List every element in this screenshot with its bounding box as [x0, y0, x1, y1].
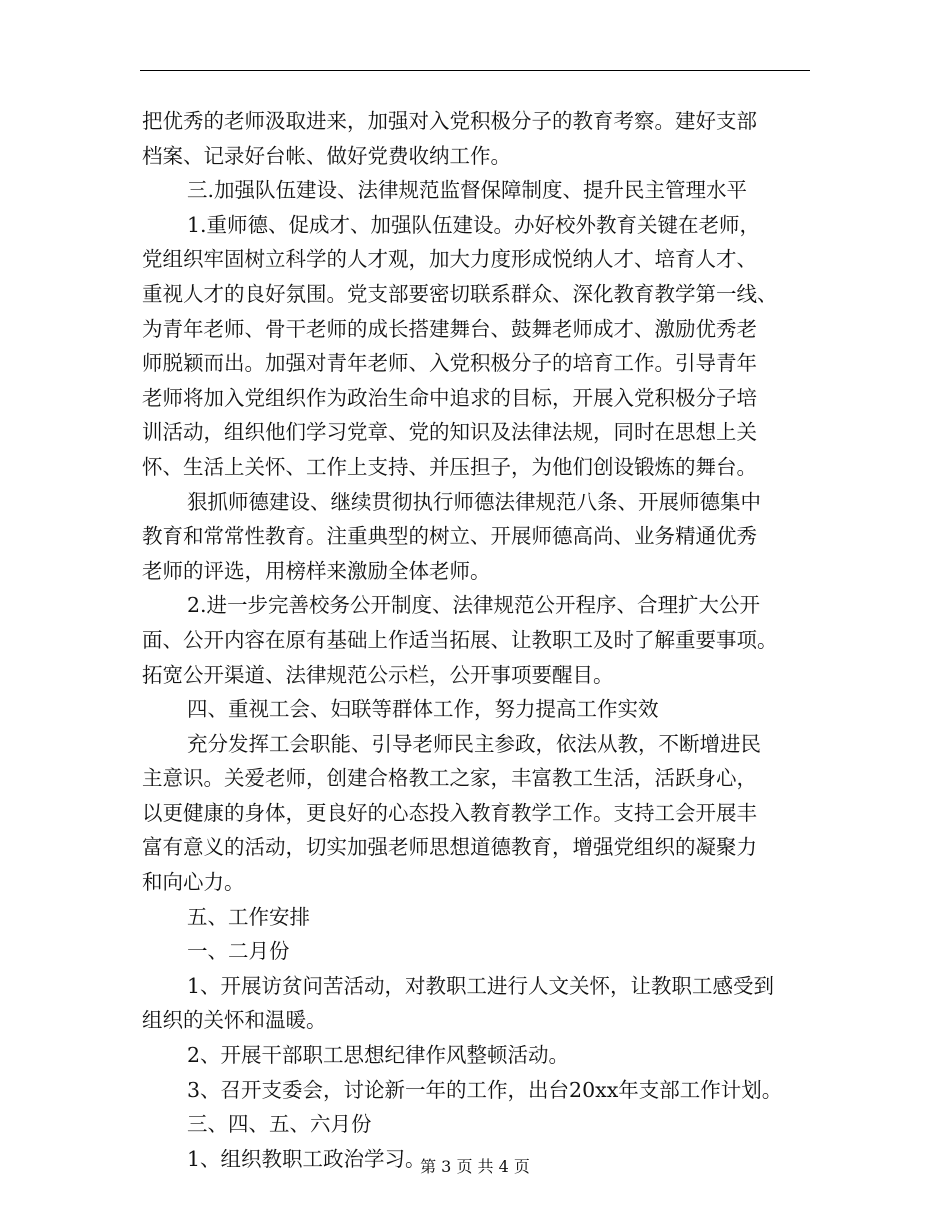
text-line: 3、召开支委会，讨论新一年的工作，出台20xx年支部工作计划。 — [187, 1077, 783, 1102]
text-line: 教育和常常性教育。注重典型的树立、开展师德高尚、业务精通优秀 — [142, 524, 757, 549]
text-line: 三、四、五、六月份 — [187, 1112, 372, 1137]
text-line: 师脱颖而出。加强对青年老师、入党积极分子的培育工作。引导青年 — [142, 351, 757, 376]
text-line: 为青年老师、骨干老师的成长搭建舞台、鼓舞老师成才、激励优秀老 — [142, 316, 757, 341]
text-line: 1、开展访贫问苦活动，对教职工进行人文关怀，让教职工感受到 — [187, 973, 775, 998]
text-line: 充分发挥工会职能、引导老师民主参政，依法从教，不断增进民 — [187, 731, 761, 756]
text-line: 1.重师德、促成才、加强队伍建设。办好校外教育关键在老师， — [187, 212, 761, 237]
text-line: 党组织牢固树立科学的人才观，加大力度形成悦纳人才、培育人才、 — [142, 247, 757, 272]
text-line: 拓宽公开渠道、法律规范公示栏，公开事项要醒目。 — [142, 662, 614, 687]
text-line: 和向心力。 — [142, 870, 245, 895]
text-line: 2、开展干部职工思想纪律作风整顿活动。 — [187, 1043, 570, 1068]
text-line: 重视人才的良好氛围。党支部要密切联系群众、深化教育教学第一线、 — [142, 281, 778, 306]
text-line: 以更健康的身体，更良好的心态投入教育教学工作。支持工会开展丰 — [142, 800, 757, 825]
text-line: 狠抓师德建设、继续贯彻执行师德法律规范八条、开展师德集中 — [187, 489, 761, 514]
text-line: 三.加强队伍建设、法律规范监督保障制度、提升民主管理水平 — [187, 178, 748, 203]
text-line: 训活动，组织他们学习党章、党的知识及法律法规，同时在思想上关 — [142, 420, 757, 445]
text-line: 组织的关怀和温暖。 — [142, 1008, 327, 1033]
text-line: 1、组织教职工政治学习。 — [187, 1146, 426, 1171]
text-line: 老师的评选，用榜样来激励全体老师。 — [142, 558, 491, 583]
text-line: 富有意义的活动，切实加强老师思想道德教育，增强党组织的凝聚力 — [142, 835, 757, 860]
text-line: 五、工作安排 — [187, 904, 310, 929]
page-footer: 第 3 页 共 4 页 — [420, 1157, 530, 1176]
text-line: 主意识。关爱老师，创建合格教工之家，丰富教工生活，活跃身心， — [142, 766, 757, 791]
document-body — [142, 104, 812, 1176]
text-line: 一、二月份 — [187, 939, 290, 964]
text-line: 把优秀的老师汲取进来，加强对入党积极分子的教育考察。建好支部 — [142, 109, 757, 133]
text-line: 2.进一步完善校务公开制度、法律规范公开程序、合理扩大公开 — [187, 593, 761, 618]
text-line: 老师将加入党组织作为政治生命中追求的目标，开展入党积极分子培 — [142, 385, 757, 410]
header-rule — [140, 70, 810, 71]
text-line: 四、重视工会、妇联等群体工作，努力提高工作实效 — [187, 697, 659, 722]
text-line: 面、公开内容在原有基础上作适当拓展、让教职工及时了解重要事项。 — [142, 627, 778, 652]
text-line: 档案、记录好台帐、做好党费收纳工作。 — [142, 143, 511, 168]
text-line: 怀、生活上关怀、工作上支持、并压担子，为他们创设锻炼的舞台。 — [142, 454, 757, 479]
